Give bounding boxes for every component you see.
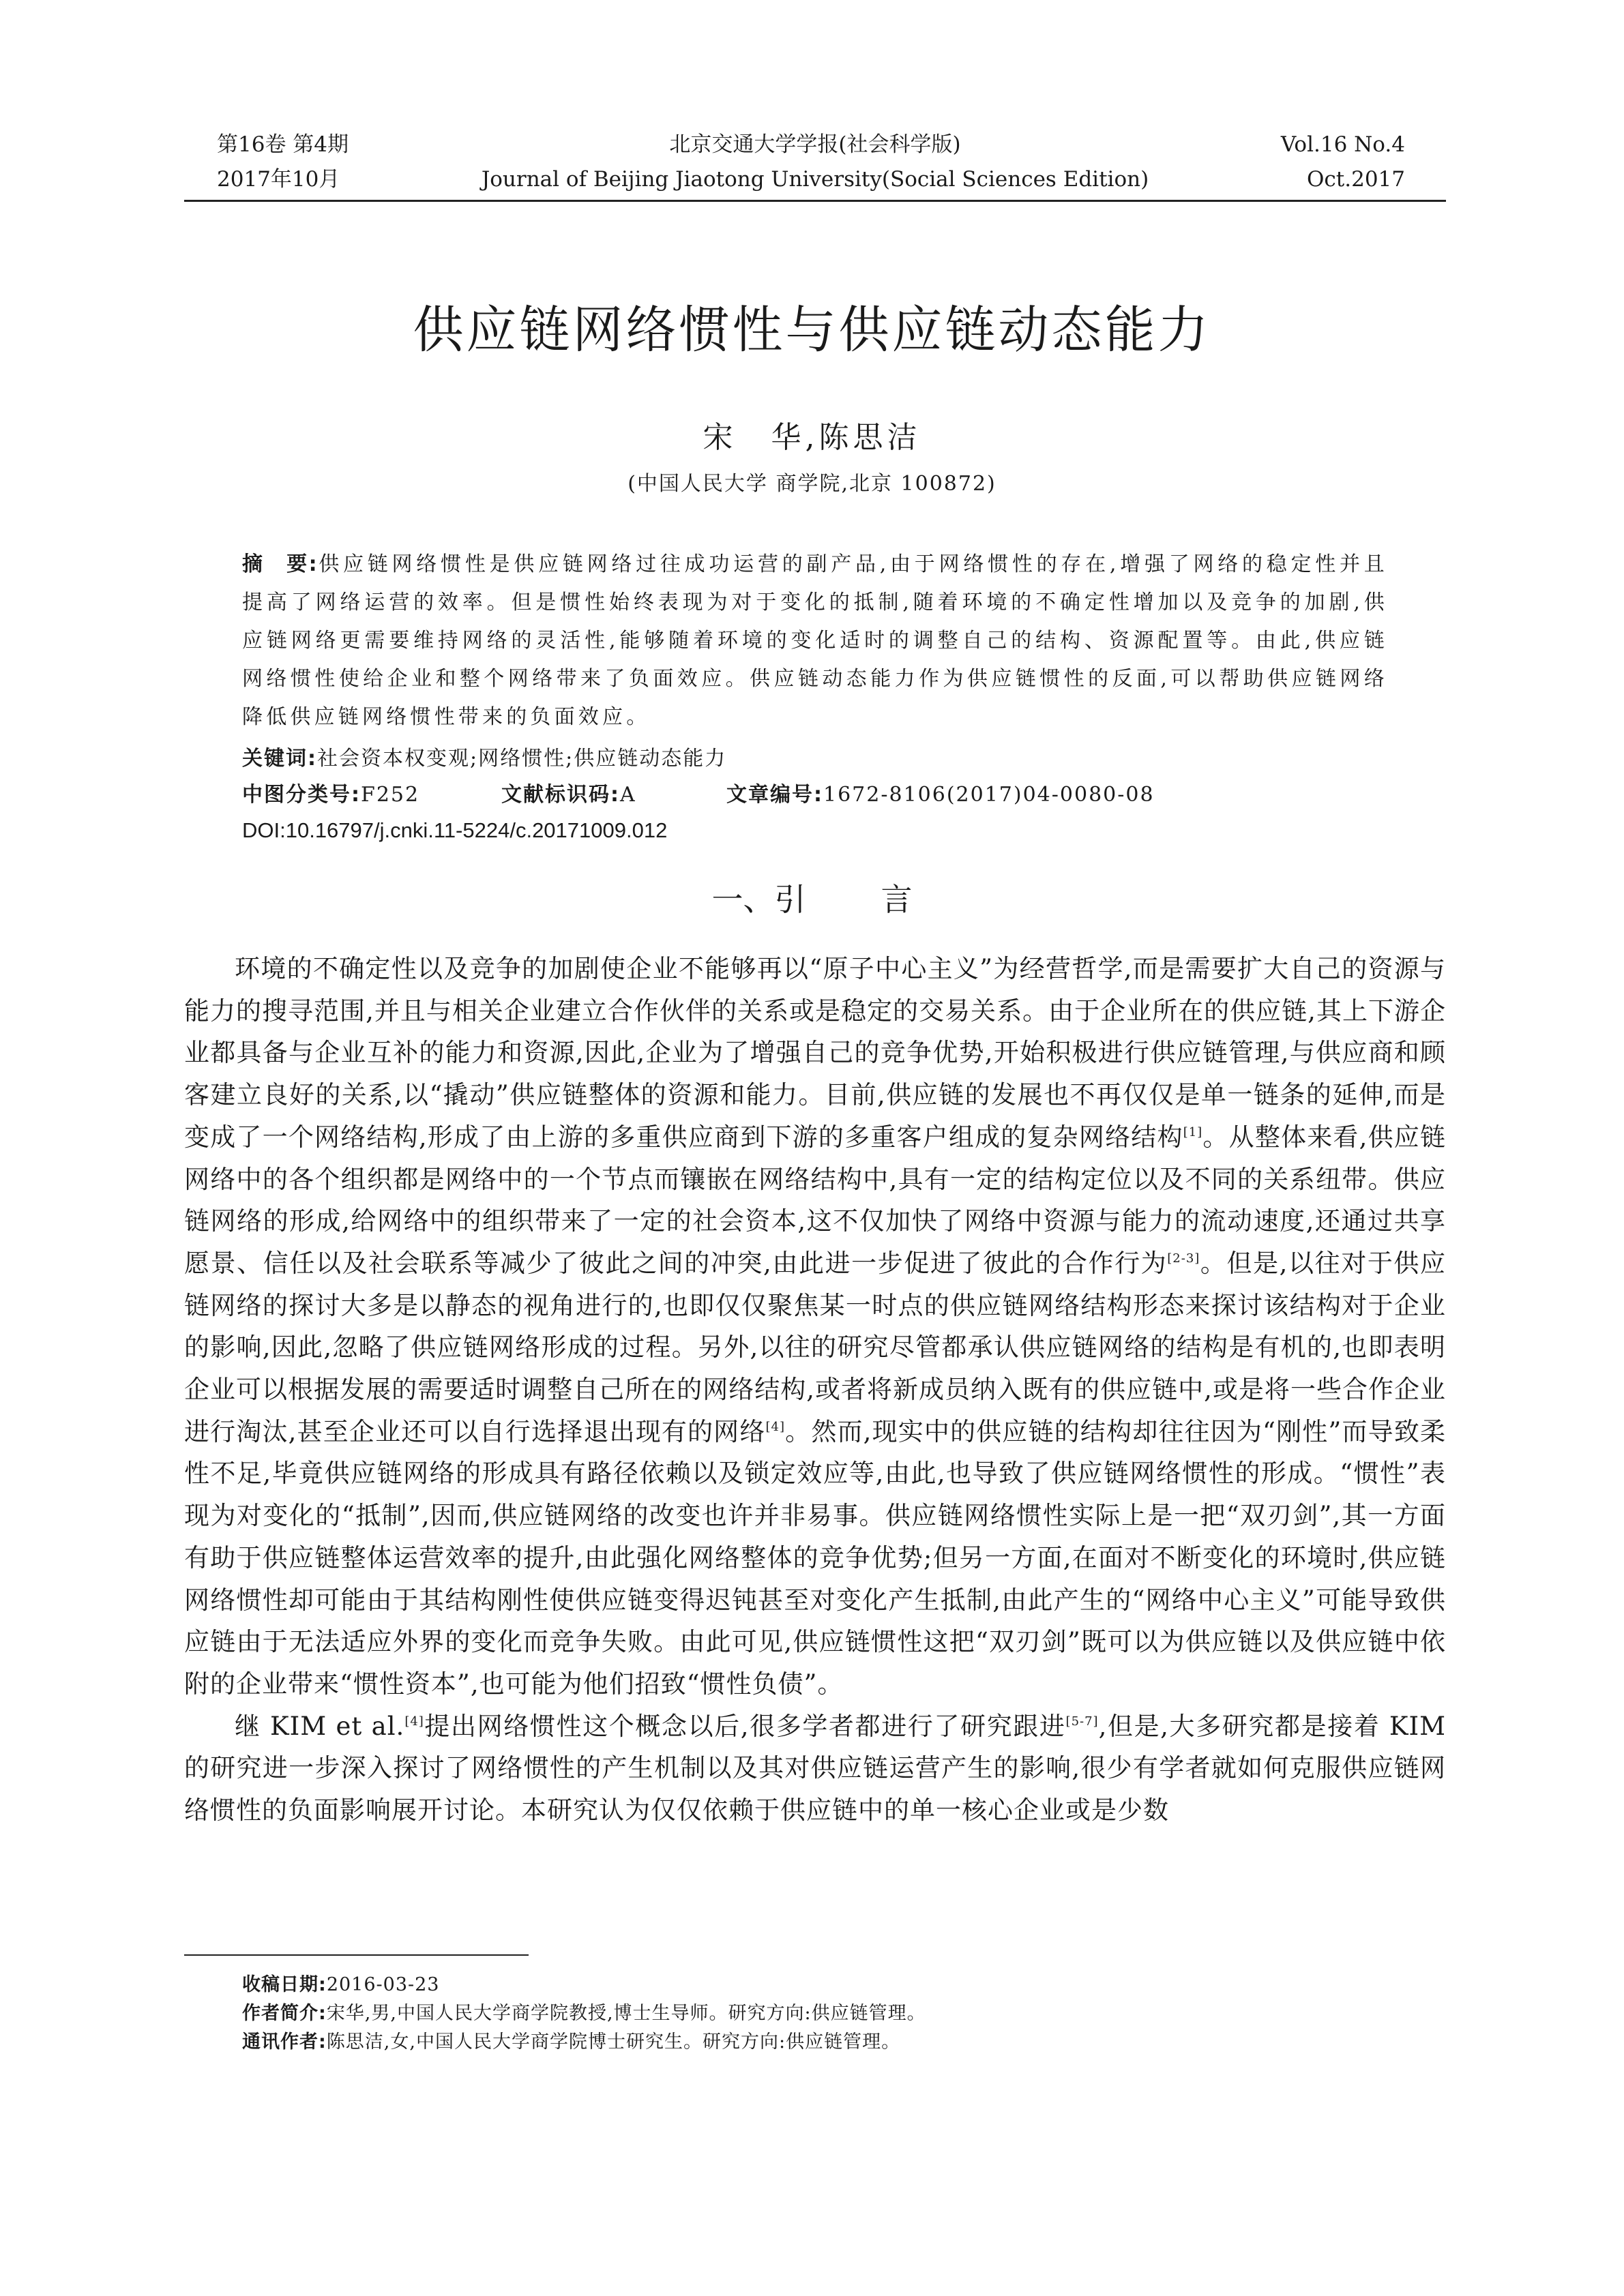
citation: [4] [765,1419,786,1434]
date-cn: 2017年10月 [217,167,340,192]
citation: [5-7] [1065,1714,1099,1729]
p1-part-b: 。从整体来看,供应链网络中的各个组织都是网络中的一个节点而镶嵌在网络结构中,具有一定的结构定位以及不同的关系纽带。供应链网络的形成,给网络中的组织带来了一定的社会资本,这不仅加快了网络中资源与能力的流动速度,还通过共享愿景、信任以及社会联系等减少了彼此之间的冲突,由此进一步促进了彼此的合作行为 [184,1122,1446,1278]
p2-part-c: ,但是,大多研究都是接着 KIM 的研究进一步深入探讨了网络惯性的产生机制以及其对供应链运营产生的影响,很少有学者就如何克服供应链网络惯性的负面影响展开讨论。本研究认为仅仅依赖于供应链中的单一核心企业或是少数 [184,1711,1446,1825]
authors: 宋 华,陈思洁 [703,420,921,455]
header-rule [184,200,1446,202]
date-en: Oct.2017 [1307,167,1405,192]
article-no: 1672-8106(2017)04-0080-08 [823,783,1155,807]
keywords: 社会资本权变观;网络惯性;供应链动态能力 [317,747,727,771]
section-title-char-1: 引 [774,881,806,918]
keywords-label: 关键词: [242,747,317,771]
p2-part-a: 继 KIM et al. [235,1711,405,1741]
corresponding-label: 通讯作者: [242,2031,327,2053]
corresponding-author: 陈思洁,女,中国人民大学商学院博士研究生。研究方向:供应链管理。 [326,2031,901,2053]
classification-line [242,781,1388,809]
paragraph-2 [184,1705,1446,1832]
doc-code: A [620,783,636,807]
paragraph-1 [184,948,1446,1705]
footnote-author [242,2001,1443,2027]
footnote-received [242,1972,1443,1998]
p1-part-a: 环境的不确定性以及竞争的加剧使企业不能够再以“原子中心主义”为经营哲学,而是需要扩大自己的资源与能力的搜寻范围,并且与相关企业建立合作伙伴的关系或是稳定的交易关系。由于企业所在的供应链,其上下游企业都具备与企业互补的能力和资源,因此,企业为了增强自己的竞争优势,开始积极进行供应链管理,与供应商和顾客建立良好的关系,以“撬动”供应链整体的资源和能力。目前,供应链的发展也不再仅仅是单一链条的延伸,而是变成了一个网络结构,形成了由上游的多重供应商到下游的多重客户组成的复杂网络结构 [184,954,1446,1152]
keywords-line [242,745,1388,773]
citation: [1] [1183,1124,1203,1139]
clc-code: F252 [361,783,420,807]
section-title-char-2: 言 [881,881,913,918]
doc-code-label: 文献标识码: [501,783,620,807]
article-no-label: 文章编号: [726,783,823,807]
section-heading [0,875,1624,920]
footnote-corresponding [242,2029,1443,2055]
abstract-label: 摘 要: [242,552,319,576]
p2-part-b: 提出网络惯性这个概念以后,很多学者都进行了研究跟进 [424,1711,1066,1741]
clc-label: 中图分类号: [242,783,361,807]
citation: [4] [404,1714,424,1729]
footnote-rule [184,1954,529,1956]
author-bio-label: 作者简介: [242,2003,327,2024]
affiliation: (中国人民大学 商学院,北京 100872) [628,472,996,496]
volume-en: Vol.16 No.4 [1280,132,1405,157]
section-number: 一、 [711,881,775,918]
p1-part-c: 。但是,以往对于供应链网络的探讨大多是以静态的视角进行的,也即仅仅聚焦某一时点的供应链网络结构形态来探讨该结构对于企业的影响,因此,忽略了供应链网络形成的过程。另外,以往的研究尽管都承认供应链网络的结构是有机的,也即表明企业可以根据发展的需要适时调整自己所在的网络结构,或者将新成员纳入既有的供应链中,或是将一些合作企业进行淘汰,甚至企业还可以自行选择退出现有的网络 [184,1248,1446,1446]
received-label: 收稿日期: [242,1974,327,1995]
journal-name-en: Journal of Beijing Jiaotong University(Social Sciences Edition) [481,167,1149,192]
abstract [242,546,1388,736]
citation: [2-3] [1167,1251,1200,1266]
received-date: 2016-03-23 [326,1974,440,1995]
author-bio: 宋华,男,中国人民大学商学院教授,博士生导师。研究方向:供应链管理。 [326,2003,926,2024]
article-title: 供应链网络惯性与供应链动态能力 [413,301,1211,359]
journal-name-cn: 北京交通大学学报(社会科学版) [669,132,961,157]
volume-cn: 第16卷 第4期 [217,132,349,157]
doi: DOI:10.16797/j.cnki.11-5224/c.20171009.012 [242,818,668,842]
body-text [184,948,1446,1832]
abstract-text: 供应链网络惯性是供应链网络过往成功运营的副产品,由于网络惯性的存在,增强了网络的稳定性并且提高了网络运营的效率。但是惯性始终表现为对于变化的抵制,随着环境的不确定性增加以及竞争的加剧,供应链网络更需要维持网络的灵活性,能够随着环境的变化适时的调整自己的结构、资源配置等。由此,供应链网络惯性使给企业和整个网络带来了负面效应。供应链动态能力作为供应链惯性的反面,可以帮助供应链网络降低供应链网络惯性带来的负面效应。 [242,552,1388,729]
p1-part-d: 。然而,现实中的供应链的结构却往往因为“刚性”而导致柔性不足,毕竟供应链网络的形成具有路径依赖以及锁定效应等,由此,也导致了供应链网络惯性的形成。“惯性”表现为对变化的“抵制”,因而,供应链网络的改变也许并非易事。供应链网络惯性实际上是一把“双刃剑”,其一方面有助于供应链整体运营效率的提升,由此强化网络整体的竞争优势;但另一方面,在面对不断变化的环境时,供应链网络惯性却可能由于其结构刚性使供应链变得迟钝甚至对变化产生抵制,由此产生的“网络中心主义”可能导致供应链由于无法适应外界的变化而竞争失败。由此可见,供应链惯性这把“双刃剑”既可以为供应链以及供应链中依附的企业带来“惯性资本”,也可能为他们招致“惯性负债”。 [184,1416,1447,1699]
